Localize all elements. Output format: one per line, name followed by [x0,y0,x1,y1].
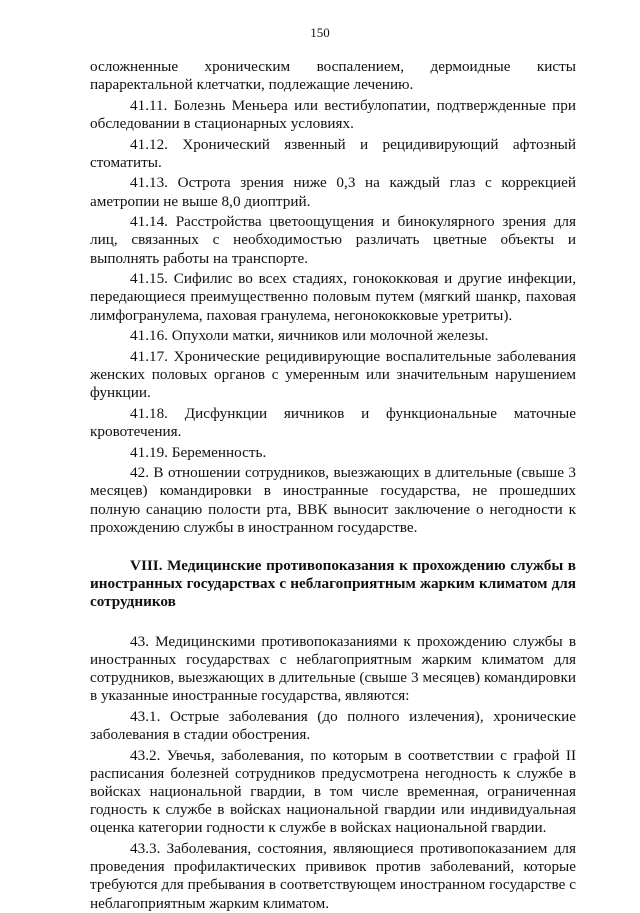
paragraph-42: 42. В отношении сотрудников, выезжающих в длительные (свыше 3 месяцев) командировки в иностранные государства, не прошедших полную санацию полости рта, ВВК выносит заключение о негодности к прохождению службы в иностранном государстве. [90,464,576,536]
paragraph-43-2: 43.2. Увечья, заболевания, по которым в соответствии с графой II расписания болезней сотрудников предусмотрена негодность к службе в войсках национальной гвардии, в том числе временная, ограниченная годность к службе в войсках национальной гвардии или индивидуальная оценка категории годности к службе в войсках национальной гвардии. [90,746,576,837]
paragraph-41-18: 41.18. Дисфункции яичников и функциональные маточные кровотечения. [90,404,576,440]
paragraph-41-15: 41.15. Сифилис во всех стадиях, гонококковая и другие инфекции, передающиеся преимущественно половым путем (мягкий шанкр, паховая лимфогранулема, паховая гранулема, негонококковые уретриты). [90,270,576,324]
paragraph-43: 43. Медицинскими противопоказаниями к прохождению службы в иностранных государствах с неблагоприятным жарким климатом для сотрудников, выезжающих в длительные (свыше 3 месяцев) командировки в указанные иностранные государства, являются: [90,632,576,705]
paragraph-41-14: 41.14. Расстройства цветоощущения и бинокулярного зрения для лиц, связанных с необходимостью различать цветные объекты и выполнять работы на транспорте. [90,213,576,267]
page-number: 150 [310,25,330,40]
paragraph-41-16: 41.16. Опухоли матки, яичников или молочной железы. [130,327,489,345]
document-body [90,58,576,913]
paragraph-43-3: 43.3. Заболевания, состояния, являющиеся противопоказанием для проведения профилактических прививок против заболеваний, которые требуются для пребывания в соответствующем иностранном государстве с неблагоприятным жарким климатом. [90,840,576,912]
paragraph-41-12: 41.12. Хронический язвенный и рецидивирующий афтозный стоматиты. [90,135,576,171]
paragraph-continuation: осложненные хроническим воспалением, дермоидные кисты параректальной клетчатки, подлежащие лечению. [90,58,576,94]
paragraph-41-11: 41.11. Болезнь Меньера или вестибулопатии, подтвержденные при обследовании в стационарных условиях. [90,96,576,132]
paragraph-41-17: 41.17. Хронические рецидивирующие воспалительные заболевания женских половых органов с умеренным или значительным нарушением функции. [90,347,576,402]
paragraph-41-13: 41.13. Острота зрения ниже 0,3 на каждый глаз с коррекцией аметропии не выше 8,0 диоптрий. [90,174,576,210]
paragraph-43-1: 43.1. Острые заболевания (до полного излечения), хронические заболевания в стадии обострения. [90,707,576,743]
section-heading: VIII. Медицинские противопоказания к прохождению службы в иностранных государствах с неблагоприятным жарким климатом для сотрудников [90,556,576,611]
paragraph-41-19: 41.19. Беременность. [130,443,267,461]
